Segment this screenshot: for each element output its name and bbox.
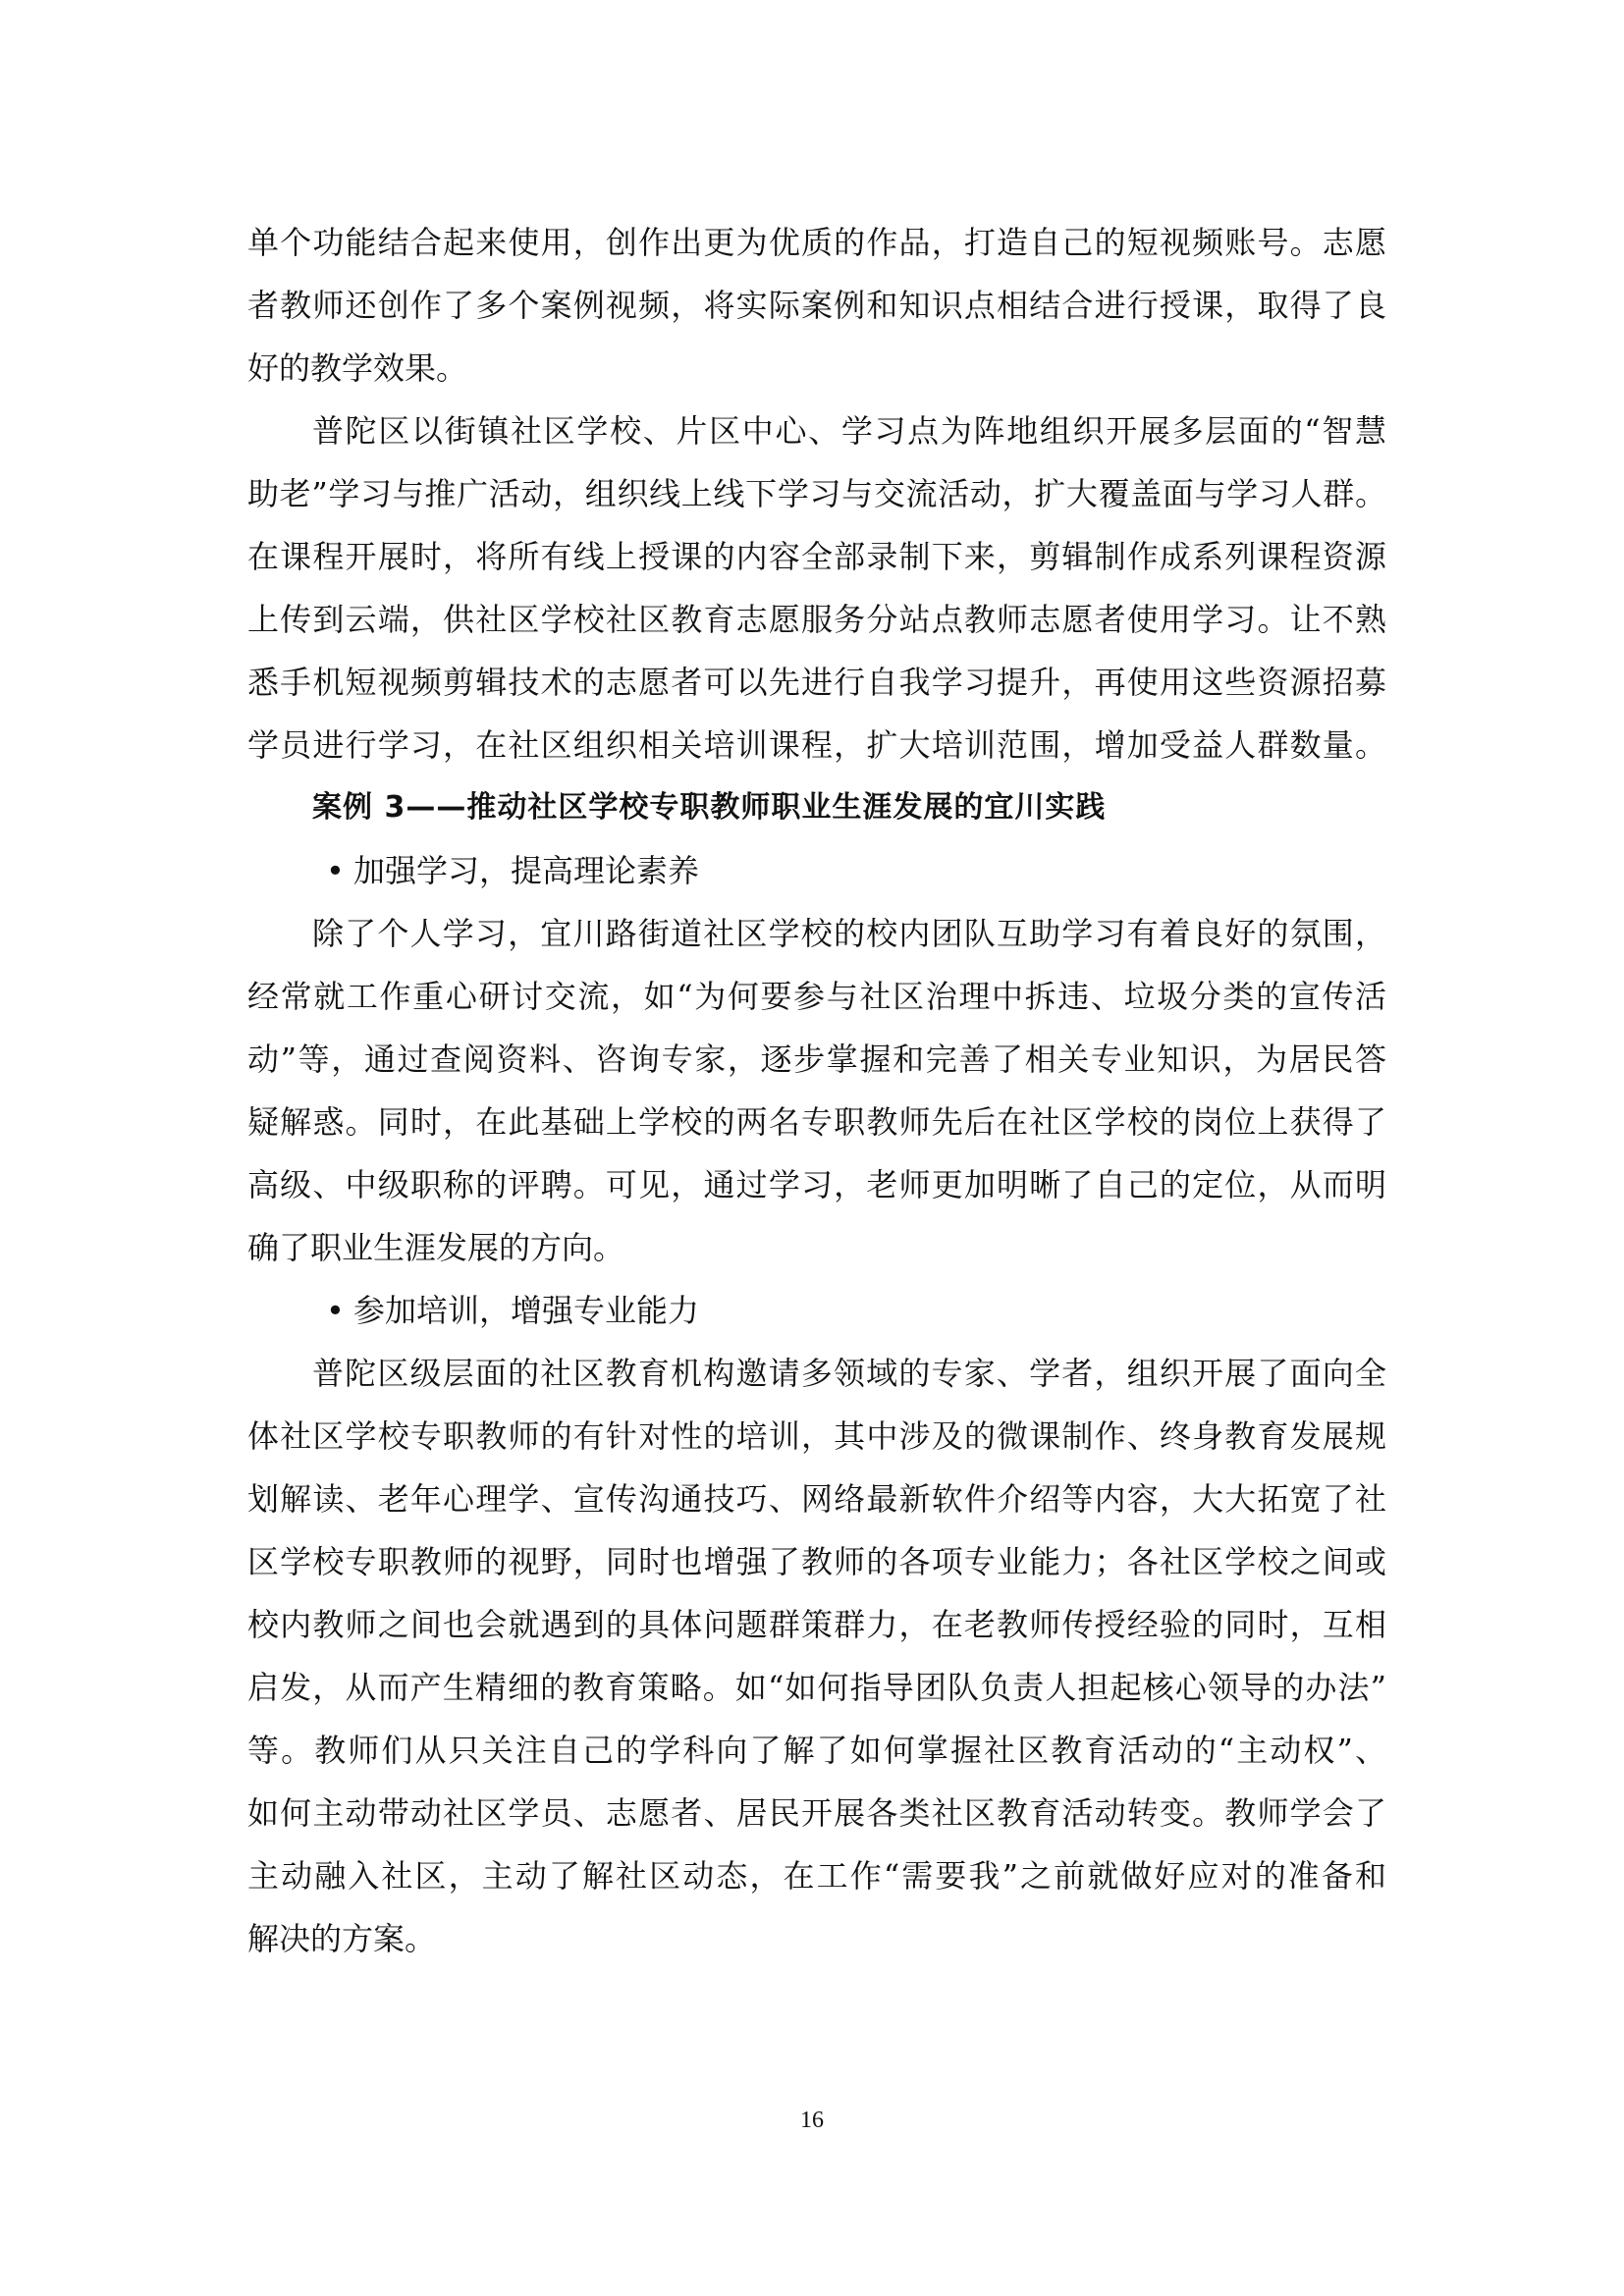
text-line: 悉手机短视频剪辑技术的志愿者可以先进行自我学习提升，再使用这些资源招募	[247, 664, 1386, 701]
text-line: 上传到云端，供社区学校社区教育志愿服务分站点教师志愿者使用学习。让不熟	[247, 601, 1386, 638]
text-line: 体社区学校专职教师的有针对性的培训，其中涉及的微课制作、终身教育发展规	[247, 1417, 1386, 1455]
text-line: 好的教学效果。	[247, 349, 468, 387]
bullet-icon: •	[326, 852, 345, 889]
text-line: 主动融入社区，主动了解社区动态，在工作“需要我”之前就做好应对的准备和	[247, 1857, 1386, 1895]
case-heading: 案例 3——推动社区学校专职教师职业生涯发展的宜川实践	[312, 790, 1107, 825]
text-line: 区学校专职教师的视野，同时也增强了教师的各项专业能力；各社区学校之间或	[247, 1543, 1386, 1580]
text-line: 解决的方案。	[247, 1920, 437, 1957]
text-line: 者教师还创作了多个案例视频，将实际案例和知识点相结合进行授课，取得了良	[247, 287, 1386, 324]
bullet-item	[247, 1279, 1386, 1342]
text-line: 助老”学习与推广活动，组织线上线下学习与交流活动，扩大覆盖面与学习人群。	[247, 475, 1386, 512]
page-body	[247, 211, 1386, 1970]
text-line: 在课程开展时，将所有线上授课的内容全部录制下来，剪辑制作成系列课程资源	[247, 538, 1386, 575]
text-line: 等。教师们从只关注自己的学科向了解了如何掌握社区教育活动的“主动权”、	[247, 1732, 1386, 1769]
text-line: 动”等，通过查阅资料、咨询专家，逐步掌握和完善了相关专业知识，为居民答	[247, 1041, 1386, 1078]
text-line: 高级、中级职称的评聘。可见，通过学习，老师更加明晰了自己的定位，从而明	[247, 1166, 1386, 1203]
paragraph	[247, 902, 1386, 1279]
text-line: 经常就工作重心研讨交流，如“为何要参与社区治理中拆违、垃圾分类的宣传活	[247, 978, 1386, 1015]
paragraph	[247, 211, 1386, 400]
bullet-icon: •	[326, 1292, 345, 1329]
bullet-item	[247, 839, 1386, 902]
text-line: 学员进行学习，在社区组织相关培训课程，扩大培训范围，增加受益人群数量。	[247, 726, 1386, 764]
text-line: 划解读、老年心理学、宣传沟通技巧、网络最新软件介绍等内容，大大拓宽了社	[247, 1480, 1386, 1518]
text-line: 校内教师之间也会就遇到的具体问题群策群力，在老教师传授经验的同时，互相	[247, 1606, 1386, 1643]
paragraph	[247, 1342, 1386, 1970]
text-line: 疑解惑。同时，在此基础上学校的两名专职教师先后在社区学校的岗位上获得了	[247, 1103, 1386, 1141]
text-line: 普陀区级层面的社区教育机构邀请多领域的专家、学者，组织开展了面向全	[312, 1355, 1386, 1392]
text-line: 确了职业生涯发展的方向。	[247, 1229, 625, 1266]
bullet-label: 参加培训，增强专业能力	[353, 1292, 700, 1329]
page-number: 16	[800, 2108, 824, 2133]
text-line: 单个功能结合起来使用，创作出更为优质的作品，打造自己的短视频账号。志愿	[247, 224, 1386, 261]
bullet-label: 加强学习，提高理论素养	[353, 852, 700, 889]
text-line: 如何主动带动社区学员、志愿者、居民开展各类社区教育活动转变。教师学会了	[247, 1794, 1386, 1832]
text-line: 普陀区以街镇社区学校、片区中心、学习点为阵地组织开展多层面的“智慧	[312, 412, 1386, 450]
text-line: 除了个人学习，宜川路街道社区学校的校内团队互助学习有着良好的氛围，	[312, 915, 1386, 952]
paragraph	[247, 400, 1386, 776]
text-line: 启发，从而产生精细的教育策略。如“如何指导团队负责人担起核心领导的办法”	[247, 1669, 1386, 1706]
